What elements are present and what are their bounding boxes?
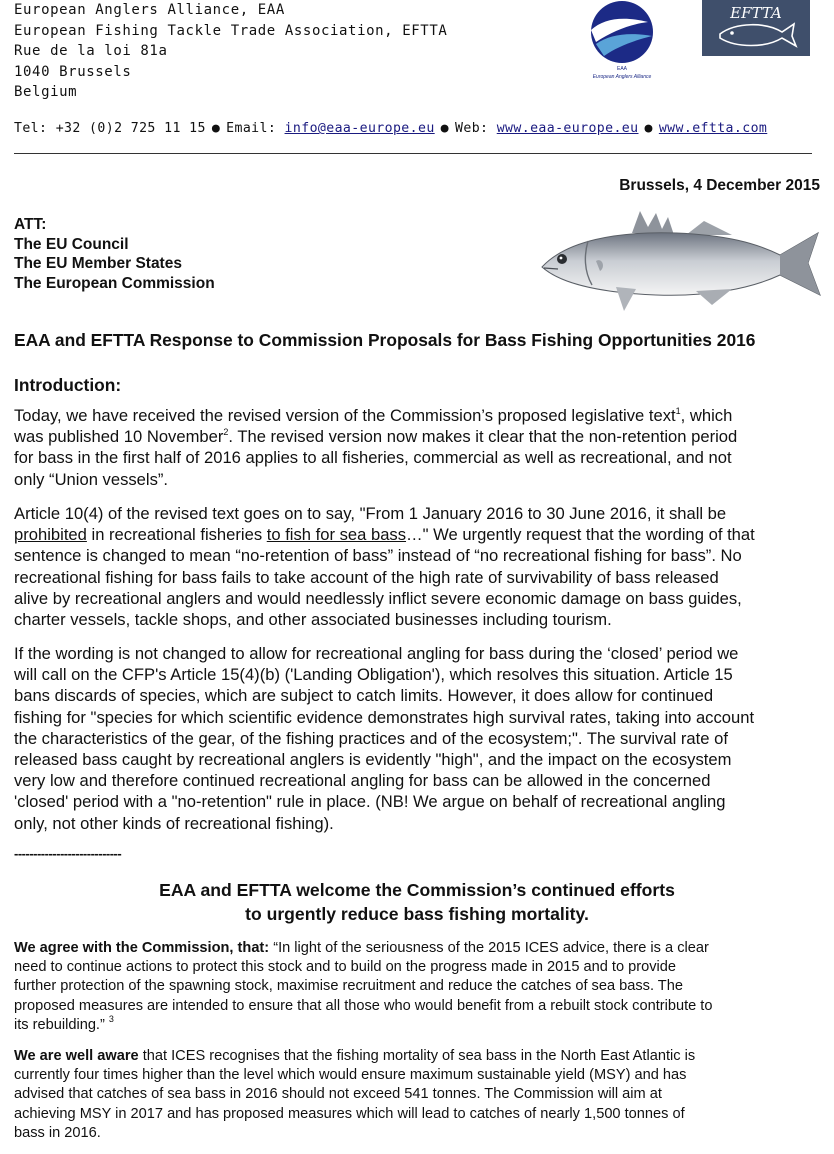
text-line: for bass in the first half of 2016 applies to all fisheries, commercial as well as recreational, and not (14, 448, 732, 468)
address-line: Belgium (14, 84, 78, 100)
text-line: alive by recreational anglers and would needlessly inflict severe economic damage on bass guides, (14, 588, 742, 608)
paragraph-2 (14, 503, 755, 630)
paragraph-3 (14, 643, 754, 834)
recipient: The EU Member States (14, 255, 182, 272)
document-title: EAA and EFTTA Response to Commission Proposals for Bass Fishing Opportunities 2016 (14, 330, 756, 350)
text-line: achieving MSY in 2017 and has proposed measures which will lead to catches of nearly 1,500 tonnes of (14, 1105, 685, 1122)
bold-lead: We are well aware (14, 1048, 139, 1064)
text-line: will call on the CFP's Article 15(4)(b) ('Landing Obligation'), which resolves this situation. Article 15 (14, 665, 733, 685)
paragraph-5 (14, 1047, 695, 1143)
email-label: Email: (226, 121, 277, 136)
text-segment: that ICES recognises that the fishing mortality of sea bass in the North East Atlantic is (138, 1048, 696, 1064)
header-divider (14, 153, 812, 154)
attention-block (14, 215, 215, 293)
text-line: proposed measures are intended to ensure that all those who would benefit from a rebuilt stock contribute to (14, 997, 713, 1014)
footnote-ref: 2 (223, 427, 229, 438)
bold-lead: We agree with the Commission, that: (14, 940, 270, 956)
underlined-text: to fish for sea bass (266, 525, 407, 545)
eftta-website-link[interactable]: www.eftta.com (658, 121, 768, 136)
text-segment: in recreational fisheries (86, 525, 267, 545)
text-line: fishing for "species for which scientific evidence demonstrates high survival rates, taking into account (14, 707, 755, 727)
letter-date: Brussels, 4 December 2015 (619, 177, 820, 194)
text-segment: “In light of the seriousness of the 2015 ICES advice, there is a clear (269, 940, 709, 956)
text-line: bans discards of species, which are subject to catch limits. However, it does allow for continued (14, 686, 714, 706)
text-line: further protection of the spawning stock, maximise recruitment and reduce the catches of sea bass. The (14, 978, 683, 995)
text-segment: was published 10 November (14, 427, 224, 447)
telephone: Tel: +32 (0)2 725 11 15 (14, 121, 206, 136)
eaa-logo (574, 0, 670, 84)
web-label: Web: (455, 121, 489, 136)
text-line: very low and therefore continued recreational angling for bass can be allowed in the concerned (14, 771, 711, 791)
heading-line: EAA and EFTTA welcome the Commission’s continued efforts (159, 880, 675, 900)
paragraph-4 (14, 939, 712, 1035)
text-segment: Today, we have received the revised version of the Commission’s proposed legislative text (14, 406, 676, 425)
address-line: European Anglers Alliance, EAA (14, 2, 285, 18)
address-line: European Fishing Tackle Trade Association, EFTTA (14, 22, 448, 39)
bullet: ● (644, 121, 653, 136)
bullet: ● (211, 121, 221, 136)
text-line: only, not other kinds of recreational fishing). (14, 813, 334, 833)
text-line: currently four times higher than the level which would ensure maximum sustainable yield (MSY) and has (14, 1067, 687, 1084)
text-segment: . The revised version now makes it clear that the non-retention period (228, 427, 738, 447)
text-line: only “Union vessels”. (14, 469, 169, 489)
text-line: If the wording is not changed to allow for recreational angling for bass during the ‘closed’ period we (14, 644, 739, 663)
bullet: ● (440, 121, 450, 136)
introduction-heading: Introduction: (14, 375, 122, 395)
address-line: Rue de la loi 81a (14, 43, 168, 59)
contact-line (14, 121, 767, 136)
text-line: Article 10(4) of the revised text goes on to say, "From 1 January 2016 to 30 June 2016, it shall be (14, 504, 727, 523)
paragraph-1 (14, 405, 737, 490)
eaa-website-link[interactable]: www.eaa-europe.eu (496, 121, 639, 136)
text-line: sentence is changed to mean “no-retention of bass” instead of “no recreational fishing for bass”. No (14, 546, 742, 566)
text-line: the characteristics of the gear, of the fishing practices and of the ecosystem;". The survival rate of (14, 728, 728, 748)
section-divider: ---------------------------- (14, 846, 122, 861)
text-segment: its rebuilding.” (14, 1016, 109, 1033)
text-line: advised that catches of sea bass in 2016 should not exceed 541 tonnes. The Commission will aim at (14, 1086, 662, 1103)
eaa-logo-caption: EAA (616, 66, 628, 72)
eftta-logo-text: EFTTA (730, 4, 782, 22)
att-label: ATT: (14, 216, 47, 233)
eftta-logo (702, 0, 810, 56)
heading-line: to urgently reduce bass fishing mortality. (245, 904, 589, 924)
text-line: released bass caught by recreational anglers is evidently "high", and the impact on the ecosystem (14, 750, 732, 770)
sea-bass-illustration (536, 205, 822, 317)
footnote-ref: 3 (108, 1013, 114, 1024)
recipient: The EU Council (14, 235, 129, 253)
sender-address (14, 0, 447, 103)
recipient: The European Commission (14, 274, 215, 292)
text-line: bass in 2016. (14, 1124, 101, 1141)
text-line: need to continue actions to protect this stock and to build on the progress made in 2015 and to provide (14, 959, 677, 976)
text-segment: , which (680, 406, 733, 425)
text-line: recreational fishing for bass fails to take account of the high rate of survivability of bass released (14, 567, 719, 587)
email-link[interactable]: info@eaa-europe.eu (284, 121, 435, 136)
text-line: 'closed' period with a "no-retention" rule in place. (NB! We argue on behalf of recreational angling (14, 792, 726, 812)
underlined-text: prohibited (14, 525, 87, 545)
address-line: 1040 Brussels (14, 63, 132, 80)
eaa-logo-caption-full: European Anglers Alliance (592, 74, 652, 80)
section-heading (0, 878, 834, 926)
text-line: charter vessels, tackle shops, and other associated businesses including tourism. (14, 610, 612, 630)
text-segment: …" We urgently request that the wording of that (406, 525, 755, 545)
footnote-ref: 1 (675, 406, 681, 416)
